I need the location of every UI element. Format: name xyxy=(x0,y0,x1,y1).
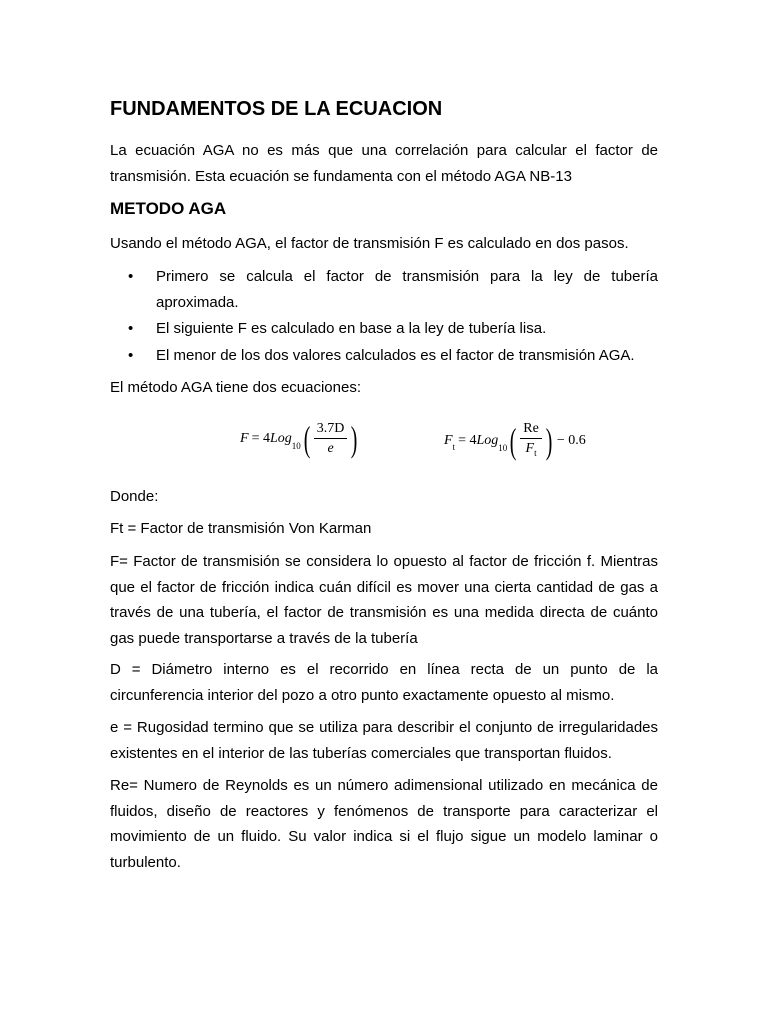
definition-re: Re= Numero de Reynolds es un número adimensional utilizado en mecánica de fluidos, diseño de reactores y fenómenos de transporte para caracterizar el movimiento de un fluido. Su valor indica si el flujo sigue un modelo laminar o turbulento. xyxy=(110,777,658,871)
definition-f: F= Factor de transmisión se considera lo opuesto al factor de fricción f. Mientras que el factor de fricción indica cuán difícil es mover una cierta cantidad de gas a través de una tubería, el factor de transmisión es una medida directa de cuánto gas puede transportarse a través de la tubería xyxy=(110,553,658,647)
equation-f: F = 4 Log $_{10}$ ( $\frac{3.7D}{e}$ ) xyxy=(240,418,358,459)
fraction: $\frac{Re}{F_t}$ xyxy=(520,420,542,462)
fraction: $\frac{3.7D}{e}$ xyxy=(314,420,348,457)
document-title: FUNDAMENTOS DE LA ECUACION xyxy=(110,98,443,120)
list-item: • Primero se calcula el factor de transmisión para la ley de tubería aproximada. xyxy=(110,264,658,315)
method-intro-paragraph: Usando el método AGA, el factor de transmisión F es calculado en dos pasos. xyxy=(110,235,629,252)
list-item: • El menor de los dos valores calculados es el factor de transmisión AGA. xyxy=(110,343,658,369)
definition-e: e = Rugosidad termino que se utiliza para describir el conjunto de irregularidades existentes en el interior de las tuberías comerciales que transportan fluidos. xyxy=(110,719,658,762)
bullet-icon: • xyxy=(128,320,134,337)
list-item: • El siguiente F es calculado en base a la ley de tubería lisa. xyxy=(110,316,658,342)
bullet-icon: • xyxy=(128,268,134,285)
equations-intro-paragraph: El método AGA tiene dos ecuaciones: xyxy=(110,379,361,396)
steps-list xyxy=(110,264,658,368)
where-label: Donde: xyxy=(110,488,159,505)
intro-paragraph: La ecuación AGA no es más que una correlación para calcular el factor de transmisión. Esta ecuación se fundamenta con el método AGA NB-13 xyxy=(110,142,658,185)
definition-ft: Ft = Factor de transmisión Von Karman xyxy=(110,520,372,537)
equation-ft: F $_t$ = 4 Log $_{10}$ ( $\frac{Re}{F_t}$ ) − 0.6 xyxy=(444,420,586,461)
definition-d: D = Diámetro interno es el recorrido en línea recta de un punto de la circunferencia interior del pozo a otro punto exactamente opuesto al mismo. xyxy=(110,661,658,704)
bullet-icon: • xyxy=(128,346,134,364)
section-heading: METODO AGA xyxy=(110,199,227,218)
